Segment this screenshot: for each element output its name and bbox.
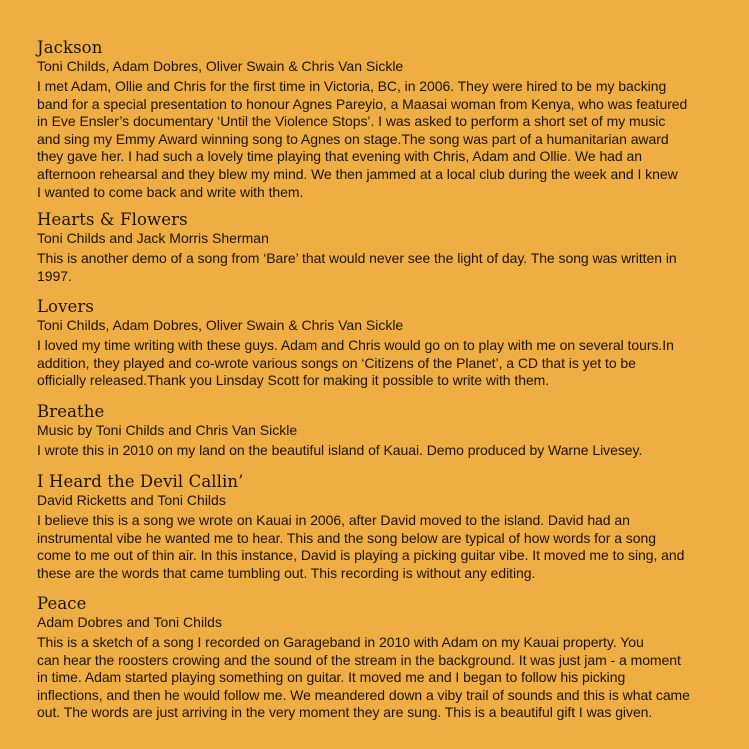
description-line: afternoon rehearsal and they blew my mind. We then jammed at a local club during the week and I knew	[37, 165, 678, 182]
description-line: I wrote this in 2010 on my land on the beautiful island of Kauai. Demo produced by Warne Livesey.	[37, 442, 643, 458]
description-line: they gave her. I had such a lovely time playing that evening with Chris, Adam and Ollie. We had an	[37, 148, 642, 165]
song-title: Breathe	[37, 402, 105, 421]
song-description	[37, 512, 725, 582]
description-line: in time. Adam started playing something on guitar. It moved me and I began to follow his picking	[37, 669, 626, 686]
description-line: This is a sketch of a song I recorded on Garageband in 2010 with Adam on my Kauai property. You	[37, 634, 644, 650]
song-entry-hearts-and-flowers	[37, 210, 725, 285]
song-credit: Adam Dobres and Toni Childs	[37, 614, 222, 630]
song-title: I Heard the Devil Callin’	[37, 472, 244, 491]
song-entry-jackson	[37, 38, 725, 201]
song-entry-lovers	[37, 297, 725, 390]
song-title: Hearts & Flowers	[37, 210, 188, 229]
description-line: and sing my Emmy Award winning song to Agnes on stage.The song was part of a humanitarian award	[37, 130, 669, 147]
description-line: out. The words are just arriving in the very moment they are sung. This is a beautiful gift I was given.	[37, 704, 653, 721]
song-credit: Toni Childs, Adam Dobres, Oliver Swain & Chris Van Sickle	[37, 317, 404, 333]
song-title: Jackson	[37, 38, 103, 57]
song-title: Lovers	[37, 297, 94, 316]
song-credit: Music by Toni Childs and Chris Van Sickle	[37, 422, 298, 438]
description-line: 1997.	[37, 267, 72, 284]
song-entry-i-heard-the-devil-callin	[37, 472, 725, 582]
description-line: I believe this is a song we wrote on Kauai in 2006, after David moved to the island. David had an	[37, 512, 630, 528]
description-line: I loved my time writing with these guys. Adam and Chris would go on to play with me on several tours.In	[37, 337, 674, 353]
description-line: in Eve Ensler’s documentary ‘Until the Violence Stops’. I was asked to perform a short set of my music	[37, 113, 666, 130]
description-line: officially released.Thank you Linsday Scott for making it possible to write with them.	[37, 372, 550, 389]
song-title: Peace	[37, 594, 87, 613]
description-line: instrumental vibe he wanted me to hear. This and the song below are typical of how words for a song	[37, 529, 656, 546]
song-credit: David Ricketts and Toni Childs	[37, 492, 226, 508]
description-line: I wanted to come back and write with them.	[37, 183, 304, 200]
song-entry-breathe	[37, 402, 725, 460]
song-description	[37, 337, 725, 390]
description-line: I met Adam, Ollie and Chris for the first time in Victoria, BC, in 2006. They were hired to be my backing	[37, 78, 667, 94]
song-credit: Toni Childs and Jack Morris Sherman	[37, 230, 269, 246]
description-line: band for a special presentation to honour Agnes Pareyio, a Maasai woman from Kenya, who was featured	[37, 95, 688, 112]
song-description	[37, 78, 725, 201]
song-entry-peace	[37, 594, 725, 722]
song-description	[37, 250, 725, 285]
song-credit: Toni Childs, Adam Dobres, Oliver Swain & Chris Van Sickle	[37, 58, 404, 74]
description-line: come to me out of thin air. In this instance, David is playing a picking guitar vibe. It moved me to sing, and	[37, 547, 685, 564]
song-description	[37, 442, 725, 460]
description-line: can hear the roosters crowing and the sound of the stream in the background. It was just jam - a moment	[37, 651, 681, 668]
description-line: This is another demo of a song from ‘Bare’ that would never see the light of day. The song was written in	[37, 250, 677, 266]
description-line: addition, they played and co-wrote various songs on ‘Citizens of the Planet’, a CD that is yet to be	[37, 354, 636, 371]
description-line: these are the words that came tumbling out. This recording is without any editing.	[37, 564, 536, 581]
song-description	[37, 634, 725, 722]
description-line: inflections, and then he would follow me. We meandered down a viby trail of sounds and this is what came	[37, 686, 690, 703]
